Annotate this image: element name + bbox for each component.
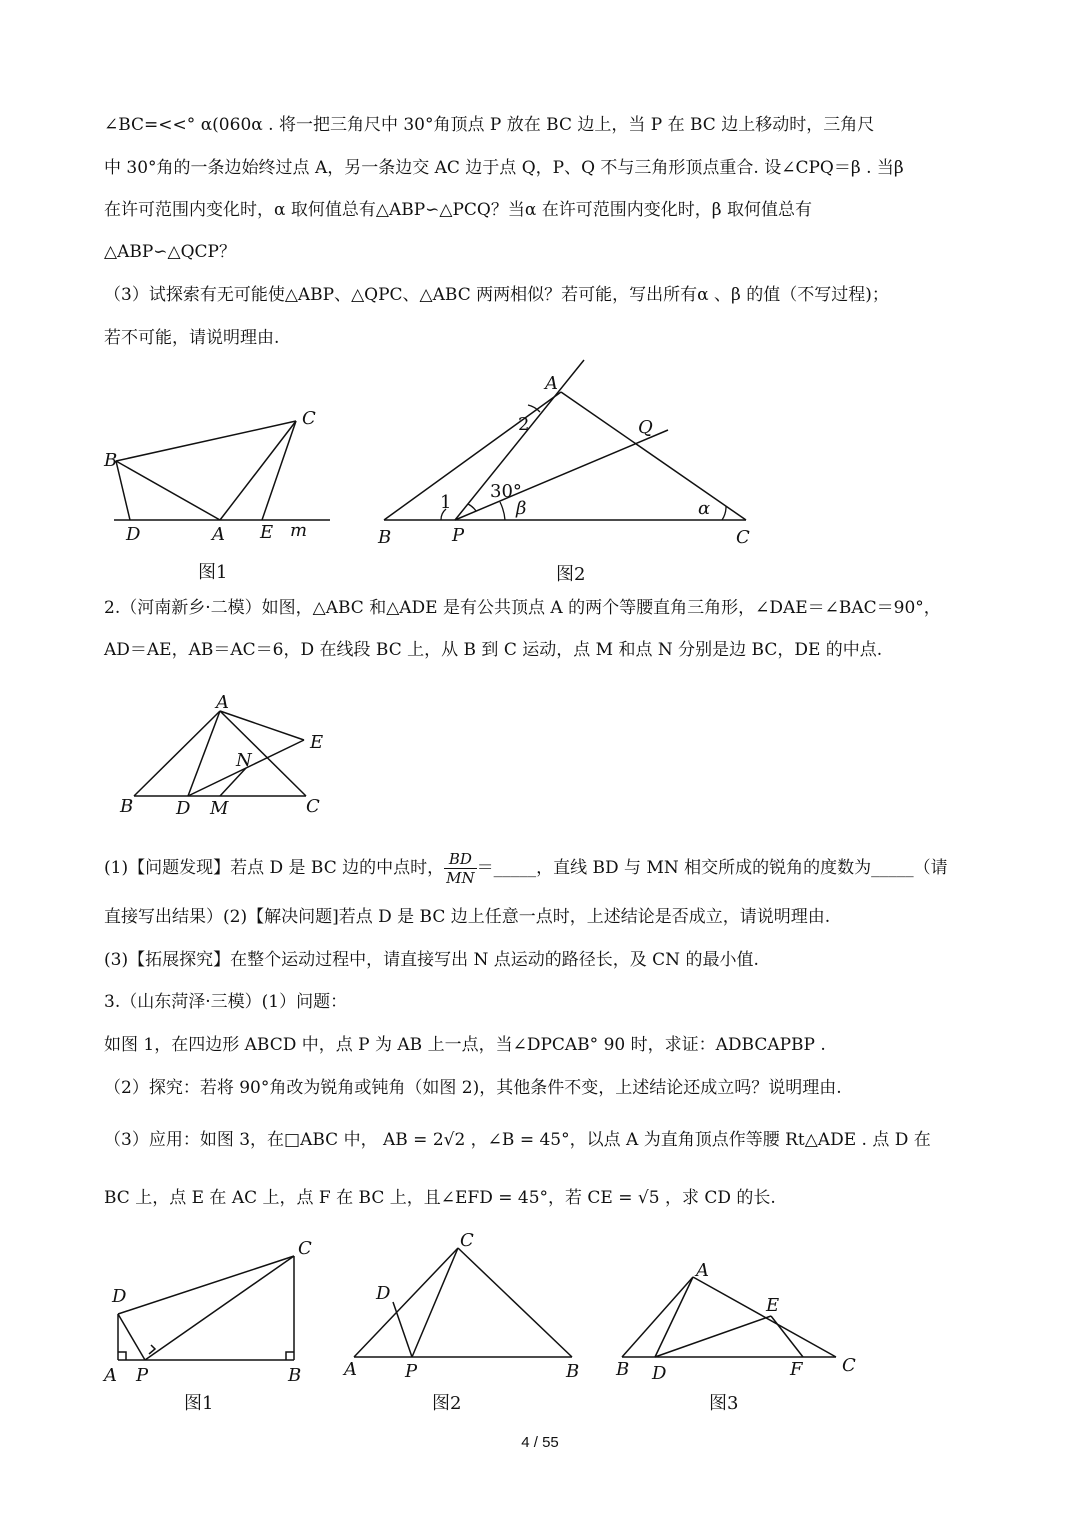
label-B: B <box>120 796 134 817</box>
label-B: B <box>288 1365 302 1386</box>
label-P: P <box>136 1365 149 1386</box>
problem2-line-2: AD＝AE，AB＝AC＝6，D 在线段 BC 上，从 B 到 C 运动，点 M 和点 N 分别是边 BC，DE 的中点. <box>104 640 883 660</box>
label-P: P <box>452 525 465 546</box>
label-A: A <box>216 692 229 713</box>
problem3-line-2: 如图 1，在四边形 ABCD 中，点 P 为 AB 上一点，当∠DPCAB° 90 时，求证：ADBCAPBP . <box>104 1035 826 1055</box>
label-angle-1: 1 <box>440 492 452 513</box>
label-M: M <box>210 798 229 819</box>
label-B: B <box>378 527 392 548</box>
label-D: D <box>176 798 191 819</box>
problem3-line-1: 3.（山东菏泽·三模）(1）问题： <box>104 992 348 1012</box>
figure-caption: 图3 <box>709 1393 739 1414</box>
label-F: F <box>790 1359 803 1380</box>
label-D: D <box>126 524 141 545</box>
figure-stroke <box>622 1277 693 1357</box>
problem2-question-1-line-2: 直接写出结果）(2)【解决问题]若点 D 是 BC 边上任意一点时，上述结论是否成立，请说明理由. <box>104 907 831 927</box>
label-B: B <box>104 450 118 471</box>
label-D: D <box>112 1286 127 1307</box>
label-P: P <box>405 1361 418 1382</box>
label-A: A <box>212 524 225 545</box>
problem2-question-3: (3)【拓展探究】在整个运动过程中，请直接写出 N 点运动的路径长，及 CN 的最小值. <box>104 950 759 970</box>
fraction-denominator: MN <box>446 869 475 887</box>
problem3-line-5: BC 上，点 E 在 AC 上，点 F 在 BC 上，且∠EFD = 45°，若 CE = √5 ，求 CD 的长. <box>104 1188 776 1208</box>
fraction-numerator: BD <box>444 850 476 869</box>
label-alpha: α <box>698 498 711 519</box>
label-E: E <box>766 1295 780 1316</box>
label-E: E <box>260 522 274 543</box>
label-beta: β <box>516 498 527 519</box>
figure-caption: 图2 <box>432 1393 462 1414</box>
label-Q: Q <box>638 417 653 438</box>
figure-caption: 图2 <box>556 564 586 585</box>
problem3-line-3: （2）探究：若将 90°角改为锐角或钝角（如图 2)，其他条件不变，上述结论还成立吗？说明理由. <box>104 1078 842 1098</box>
label-C: C <box>306 796 320 817</box>
label-C: C <box>302 408 316 429</box>
label-A: A <box>545 373 558 394</box>
problem1-line-2: 中 30°角的一条边始终过点 A，另一条边交 AC 边于点 Q，P、Q 不与三角形顶点重合. 设∠CPQ＝β . 当β <box>104 158 904 178</box>
label-C: C <box>460 1230 474 1251</box>
label-N: N <box>236 750 252 771</box>
label-D: D <box>376 1283 391 1304</box>
label-C: C <box>842 1355 856 1376</box>
question1-text-a: (1)【问题发现】若点 D 是 BC 边的中点时， <box>104 858 445 878</box>
label-A: A <box>104 1365 117 1386</box>
label-B: B <box>616 1359 630 1380</box>
label-C: C <box>736 527 750 548</box>
label-angle-2: 2 <box>518 414 530 435</box>
problem1-line-1: ∠BC=<<° α(060α . 将一把三角尺中 30°角顶点 P 放在 BC 边上，当 P 在 BC 边上移动时，三角尺 <box>104 115 875 135</box>
problem2-line-1: 2.（河南新乡·二模）如图，△ABC 和△ADE 是有公共顶点 A 的两个等腰直角三角形，∠DAE＝∠BAC＝90°， <box>104 598 941 618</box>
figure-stroke <box>655 1316 771 1357</box>
page-number: 4 / 55 <box>521 1434 559 1451</box>
label-E: E <box>310 732 324 753</box>
question1-text-b: ＝_____，直线 BD 与 MN 相交所成的锐角的度数为_____（请 <box>476 858 948 878</box>
label-A: A <box>344 1359 357 1380</box>
label-A: A <box>696 1260 709 1281</box>
figure-caption: 图1 <box>198 562 228 583</box>
problem1-part3-line-2: 若不可能，请说明理由. <box>104 328 280 348</box>
figure-caption: 图1 <box>184 1393 214 1414</box>
label-30-degree: 30° <box>490 481 522 502</box>
problem3-line-4: （3）应用：如图 3，在□ABC 中， AB = 2√2 ，∠B = 45°，以点 A 为直角顶点作等腰 Rt△ADE . 点 D 在 <box>104 1130 931 1150</box>
problem1-part3-line-1: （3）试探索有无可能使△ABP、△QPC、△ABC 两两相似？若可能，写出所有α 、β 的值（不写过程)； <box>104 285 889 305</box>
problem1-line-4: △ABP∽△QCP？ <box>104 242 236 262</box>
label-C: C <box>298 1238 312 1259</box>
problem1-line-3: 在许可范围内变化时，α 取何值总有△ABP∽△PCQ？当α 在许可范围内变化时，β 取何值总有 <box>104 200 812 220</box>
label-B: B <box>566 1361 580 1382</box>
label-D: D <box>652 1363 667 1384</box>
figure-stroke <box>693 1277 836 1357</box>
label-m: m <box>290 520 308 541</box>
